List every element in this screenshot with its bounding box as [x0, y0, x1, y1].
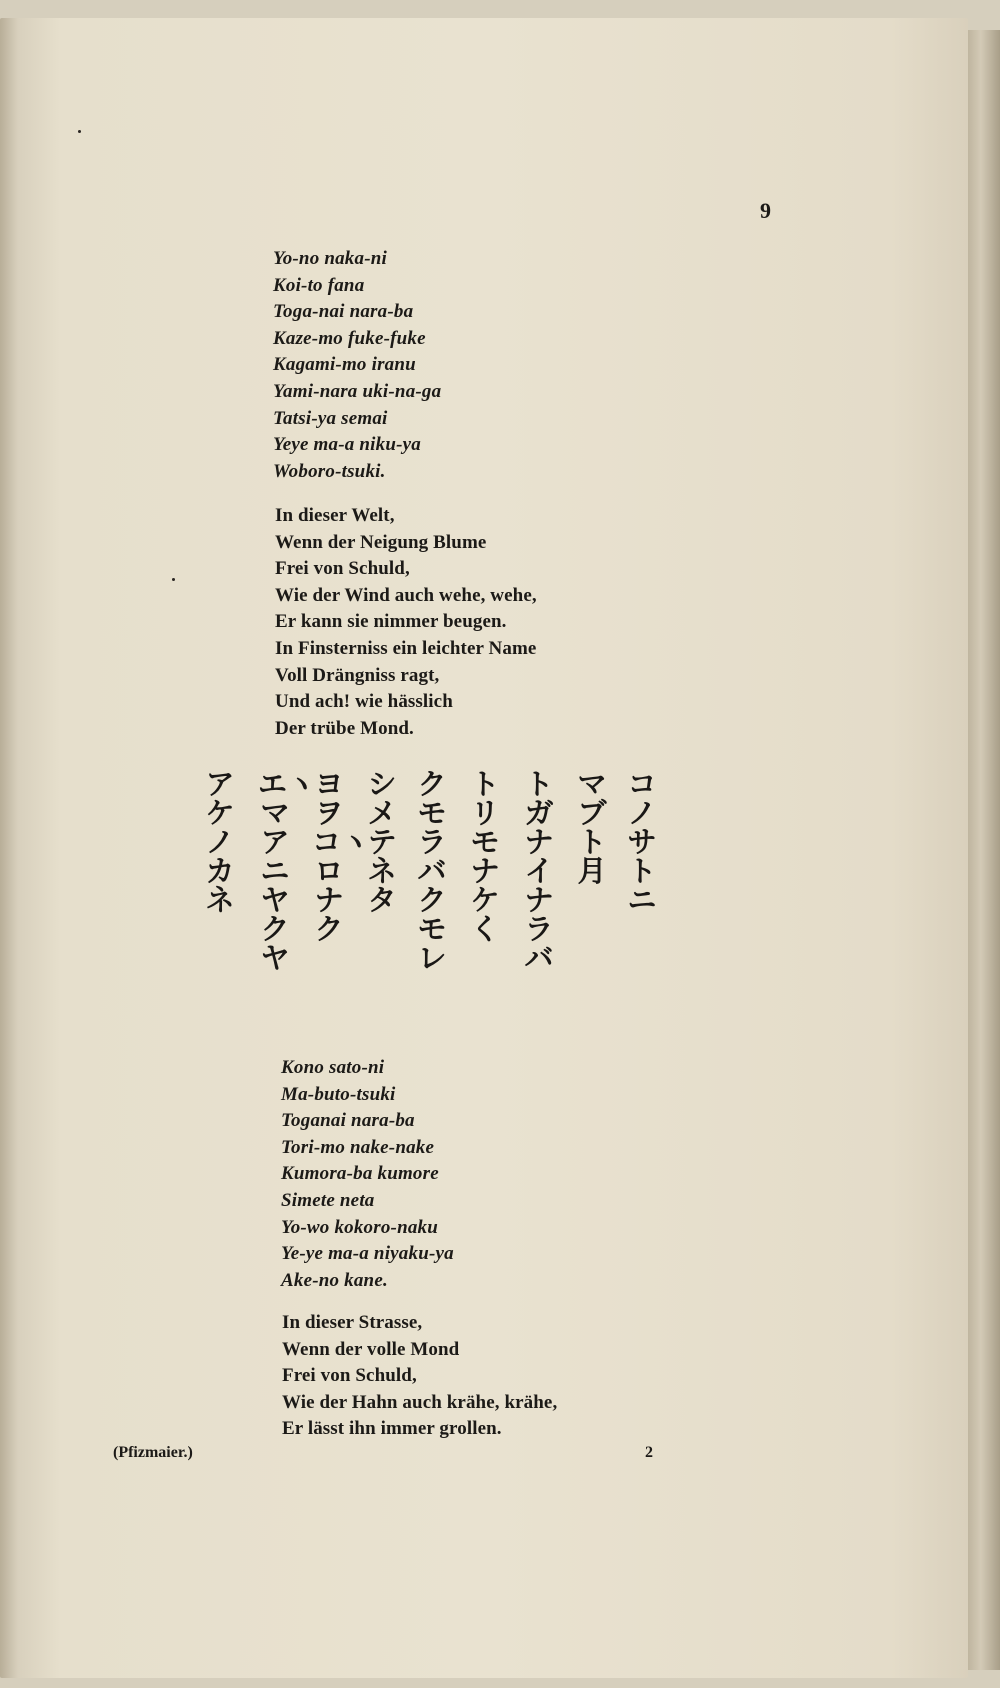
romaji-line: Kono sato-ni [281, 1057, 385, 1078]
romaji-line: Tatsi-ya semai [273, 407, 388, 429]
romaji-line: Kumora-ba kumore [281, 1163, 439, 1185]
page-number: 9 [760, 198, 771, 223]
romaji-line: Kagami-mo iranu [273, 354, 416, 376]
romaji-line: Ma-buto-tsuki [281, 1083, 396, 1105]
romaji-line: Koi-to fana [273, 274, 365, 296]
paper-speck [172, 578, 175, 581]
stanza-1-romaji [273, 246, 441, 485]
page-sheet [0, 18, 968, 1678]
stanza-2-german [282, 1310, 557, 1443]
katakana-column: クモラバクモレ [417, 767, 447, 975]
katakana-column: ヨヲコヽロナク [312, 767, 371, 946]
romaji-line: Yo-wo kokoro-naku [281, 1216, 439, 1238]
german-line: Und ach! wie hässlich [275, 691, 453, 713]
romaji-line: Ake-no kane. [281, 1269, 388, 1291]
romaji-line: Yeye ma-a niku-ya [273, 434, 421, 456]
footer-author: (Pfizmaier.) [113, 1444, 193, 1461]
katakana-column: トガナイナラバ [524, 767, 554, 975]
katakana-column: コノサトニ [627, 767, 657, 917]
romaji-line: Yo-no naka-ni [273, 248, 387, 269]
katakana-column: エヽマアニヤクヤ [258, 767, 317, 975]
german-line: Frei von Schuld, [282, 1365, 417, 1387]
romaji-line: Simete neta [281, 1189, 375, 1211]
german-line: Wenn der volle Mond [282, 1338, 460, 1360]
katakana-column: マブト月 [577, 767, 607, 888]
page-edge [968, 30, 1000, 1670]
romaji-line: Toga-nai nara-ba [273, 301, 414, 323]
romaji-line: Yami-nara uki-na-ga [273, 380, 442, 402]
romaji-line: Ye-ye ma-a niyaku-ya [281, 1243, 454, 1265]
katakana-column: トリモナケく [470, 767, 500, 946]
german-line: Voll Drängniss ragt, [275, 664, 440, 686]
signature-mark: 2 [645, 1444, 653, 1461]
katakana-vertical-text [200, 767, 660, 1030]
katakana-column: アケノカネ [205, 767, 235, 917]
german-line: Wenn der Neigung Blume [275, 531, 487, 553]
romaji-line: Toganai nara-ba [281, 1110, 415, 1132]
stanza-2-romaji [281, 1055, 454, 1294]
german-line: In Finsterniss ein leichter Name [275, 637, 537, 659]
german-line: Er kann sie nimmer beugen. [275, 611, 507, 633]
romaji-line: Tori-mo nake-nake [281, 1136, 435, 1158]
german-line: Der trübe Mond. [275, 717, 414, 739]
german-line: In dieser Strasse, [282, 1312, 423, 1333]
german-line: Frei von Schuld, [275, 558, 410, 580]
paper-speck [78, 130, 81, 133]
romaji-line: Kaze-mo fuke-fuke [273, 327, 426, 349]
katakana-column: シメテネタ [367, 767, 397, 917]
romaji-line: Woboro-tsuki. [273, 460, 386, 482]
german-line: Wie der Hahn auch krähe, krähe, [282, 1391, 558, 1413]
german-line: Er lässt ihn immer grollen. [282, 1418, 502, 1440]
german-line: In dieser Welt, [275, 505, 395, 526]
stanza-1-german [275, 503, 537, 742]
german-line: Wie der Wind auch wehe, wehe, [275, 584, 537, 606]
